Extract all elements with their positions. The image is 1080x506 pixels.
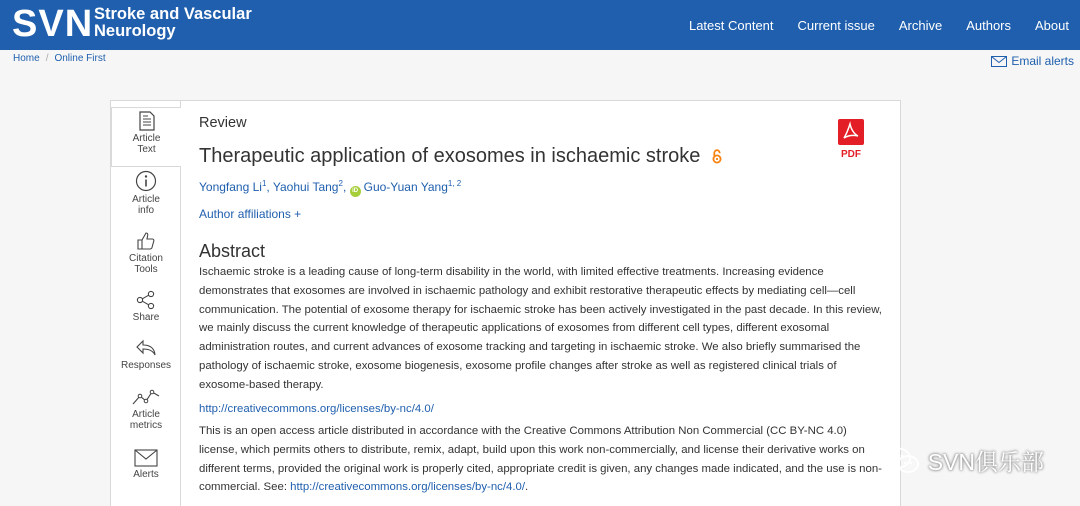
author-affiliation-ref[interactable]: 2 (338, 179, 343, 188)
tab-label: Tools (134, 264, 158, 275)
main-nav (689, 0, 1080, 50)
pdf-icon (838, 119, 864, 145)
share-icon (136, 290, 156, 310)
pdf-download-button[interactable] (836, 119, 866, 160)
email-alerts-link[interactable] (991, 54, 1074, 68)
tab-responses[interactable] (111, 338, 181, 371)
tab-alerts[interactable] (111, 449, 181, 480)
tab-citation-tools[interactable] (111, 231, 181, 275)
tab-label: Share (132, 312, 160, 323)
author-link[interactable]: Guo-Yuan Yang (363, 180, 448, 194)
journal-name-line1: Stroke and Vascular (94, 5, 252, 23)
tab-label: Article (132, 409, 160, 420)
nav-current-issue[interactable]: Current issue (797, 17, 875, 33)
article-tabs (111, 101, 181, 506)
tab-label: Responses (120, 360, 172, 371)
article-type: Review (199, 115, 247, 131)
envelope-icon (991, 56, 1007, 67)
pdf-label: PDF (841, 149, 861, 160)
abstract-text: Ischaemic stroke is a leading cause of long-term disability in the world, with limited effective treatments. Increasing evidence demonstrates that exosomes are involved in ischaemic pathology and exhibit restorative therapeutic effects by mediating cell—cell communication. The potential of exosome therapy for ischaemic stroke has been actively investigated in the past decade. In this review, we mainly discuss the current knowledge of therapeutic applications of exosomes from different cell types, different exosomal administration routes, and current advances of exosome tracking and targeting in ischaemic stroke. We also briefly summarised the pathology of ischaemic stroke, exosome biogenesis, exosome profile changes after stroke as well as registered clinical trials of exosome-based therapy. (199, 266, 882, 391)
tab-label: Article (132, 194, 160, 205)
tab-label: Article (132, 133, 161, 144)
license-end: . (525, 481, 529, 494)
author-affiliation-ref[interactable]: 1 (261, 179, 267, 188)
nav-authors[interactable]: Authors (966, 17, 1012, 33)
journal-name[interactable] (94, 6, 252, 40)
article-title (199, 145, 722, 168)
abstract-heading: Abstract (199, 241, 266, 261)
watermark (884, 444, 1044, 477)
article-card (110, 100, 901, 506)
breadcrumb-online-first[interactable]: Online First (54, 53, 106, 64)
author-affiliation-ref[interactable]: 1, 2 (447, 179, 462, 188)
nav-about[interactable]: About (1035, 17, 1069, 33)
envelope-icon (134, 449, 158, 467)
tab-label: Alerts (133, 469, 159, 480)
tabs-divider (180, 167, 181, 506)
article-title-text: Therapeutic application of exosomes in ischaemic stroke (199, 145, 701, 167)
reply-icon (135, 338, 157, 358)
document-icon (139, 111, 155, 131)
tab-article-text[interactable] (111, 107, 181, 167)
tab-label: Text (137, 144, 156, 155)
tab-label: metrics (129, 420, 163, 431)
tab-article-metrics[interactable] (111, 387, 181, 431)
thumbs-up-icon (136, 231, 156, 251)
nav-archive[interactable]: Archive (898, 17, 943, 33)
breadcrumb-separator: / (45, 53, 49, 64)
wechat-icon (884, 447, 920, 475)
license-body: This is an open access article distributed in accordance with the Creative Commons Attribution Non Commercial (CC BY-NC 4.0) license, which permits others to distribute, remix, adapt, build upon this work non-commercially, and license their derivative works on different terms, provided the original work is properly cited, appropriate credit is given, any changes made indicated, and the use is non-commercial. See: (199, 425, 882, 494)
info-icon (135, 170, 157, 192)
author-affiliations-toggle[interactable]: Author affiliations + (199, 207, 302, 221)
nav-latest-content[interactable]: Latest Content (688, 17, 774, 33)
tab-share[interactable] (111, 290, 181, 323)
author-link[interactable]: Yaohui Tang (272, 180, 339, 194)
journal-name-line2: Neurology (94, 22, 176, 40)
line-chart-icon (131, 387, 161, 407)
license-url-link[interactable]: http://creativecommons.org/licenses/by-nc/4.0/ (199, 403, 434, 415)
email-alerts-label: Email alerts (1011, 54, 1074, 68)
tabs-divider (180, 101, 181, 107)
watermark-text: SVN俱乐部 (927, 449, 1044, 475)
tab-label: Citation (129, 253, 163, 264)
site-logo[interactable]: SVN (12, 3, 94, 45)
open-access-icon (712, 149, 722, 164)
breadcrumb-home[interactable]: Home (13, 53, 40, 64)
author-list: Yongfang Li$^1$, Yaohui Tang$^2$, iD Guo-Yuan Yang$^{1, 2}$ (199, 179, 461, 197)
author-link[interactable]: Yongfang Li (199, 180, 262, 194)
license-text (199, 422, 887, 497)
license-inline-link[interactable]: http://creativecommons.org/licenses/by-nc/4.0/ (290, 481, 526, 494)
site-header (0, 0, 1080, 50)
tab-article-info[interactable] (111, 170, 181, 216)
orcid-icon[interactable]: iD (350, 186, 361, 197)
tab-label: info (137, 205, 155, 216)
breadcrumb (13, 53, 106, 64)
